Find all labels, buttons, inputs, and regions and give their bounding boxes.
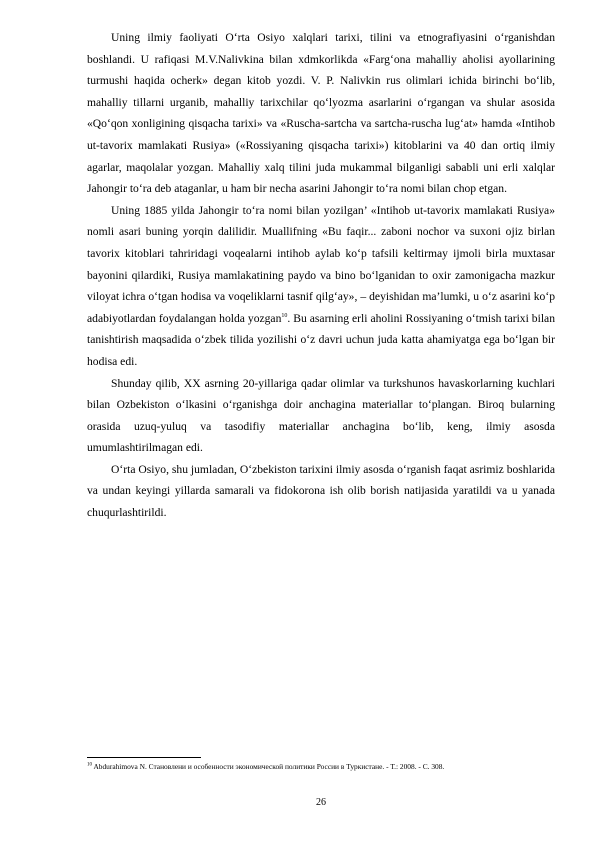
footnote-text: Abdurahimova N. Становлени и особенности экономической политики России в Туркистане. - Т.: 2008. - С. 308. — [92, 762, 445, 771]
page-body — [87, 27, 555, 524]
footnote-separator — [87, 757, 201, 758]
footnote — [87, 761, 555, 772]
footnote-reference: 10 — [281, 312, 288, 319]
paragraph-2 — [87, 200, 555, 373]
paragraph-1: Uning ilmiy faoliyati O‘rta Osiyo xalqlari tarixi, tilini va etnografiyasini o‘rganishdan boshlandi. U rafiqasi M.V.Nalivkina bilan xdmkorlikda «Farg‘ona mahalliy aholisi ayollarining turmushi haqida ocherk» degan kitob yozdi. V. P. Nalivkin rus olimlari ichida birinchi bo‘lib, mahalliy tillarni urganib, mahalliy tarixchilar qo‘lyozma asarlarini o‘rgangan va shular asosida «Qo‘qon xonligining qisqacha tarixi» va «Ruscha-sartcha va sartcha-ruscha lug‘at» hamda «Intihob ut-tavorix mamlakati Rusiya» («Rossiyaning qisqacha tarixi») kitoblarini va 40 dan ortiq ilmiy agarlar, maqolalar yozgan. Mahalliy xalq tilini juda mukammal bilganligi sababli uni erli xalqlar Jahongir to‘ra deb ataganlar, u ham bir necha asarini Jahongir to‘ra nomi bilan chop etgan. — [87, 31, 555, 196]
paragraph-2-text-a: Uning 1885 yilda Jahongir to‘ra nomi bilan yozilgan’ «Intihob ut-tavorix mamlakati Rusiya» nomli asari buning yorqin dalilidir. Muallifning «Bu faqir... zaboni nochor va suxoni ojiz birlan tavorix kitoblari tahriridagi voqealarni intihob aylab ko‘p tafsili keltirmay ijmoli birla muxtasar bayonini qilardiki, Rusiya mamlakatining paydo va bino bo‘lganidan to oxir zamonigacha mazkur viloyat ichra o‘tgan hodisa va voqeliklarni tasnif qilg‘ay», – deyishidan ma’lumki, u o‘z asarini ko‘p adabiyotlardan foydalangan holda yozgan — [87, 203, 555, 325]
paragraph-2-text-b: . Bu asarning erli aholini Rossiyaning o‘tmish tarixi bilan tanishtirish maqsadida o‘zbek tilida yozilishi o‘z davri uchun juda katta ahamiyatga ega bo‘lgan bir hodisa edi. — [87, 311, 555, 368]
paragraph-4: O‘rta Osiyo, shu jumladan, O‘zbekiston tarixini ilmiy asosda o‘rganish faqat asrimiz boshlarida va undan keyingi yillarda samarali va fidokorona ish olib borish natijasida yaratildi va u yanada chuqurlashtirildi. — [87, 462, 555, 520]
page-number: 26 — [316, 797, 326, 808]
footnote-number: 10 — [87, 762, 92, 768]
paragraph-3: Shunday qilib, XX asrning 20-yillariga qadar olimlar va turkshunos havaskorlarning kuchlari bilan Ozbekiston o‘lkasini o‘rganishga doir anchagina materiallar to‘plangan. Biroq bularning orasida uzuq-yuluq va tasodifiy materiallar anchagina bo‘lib, keng, ilmiy asosda umumlashtirilmagan edi. — [87, 376, 555, 455]
